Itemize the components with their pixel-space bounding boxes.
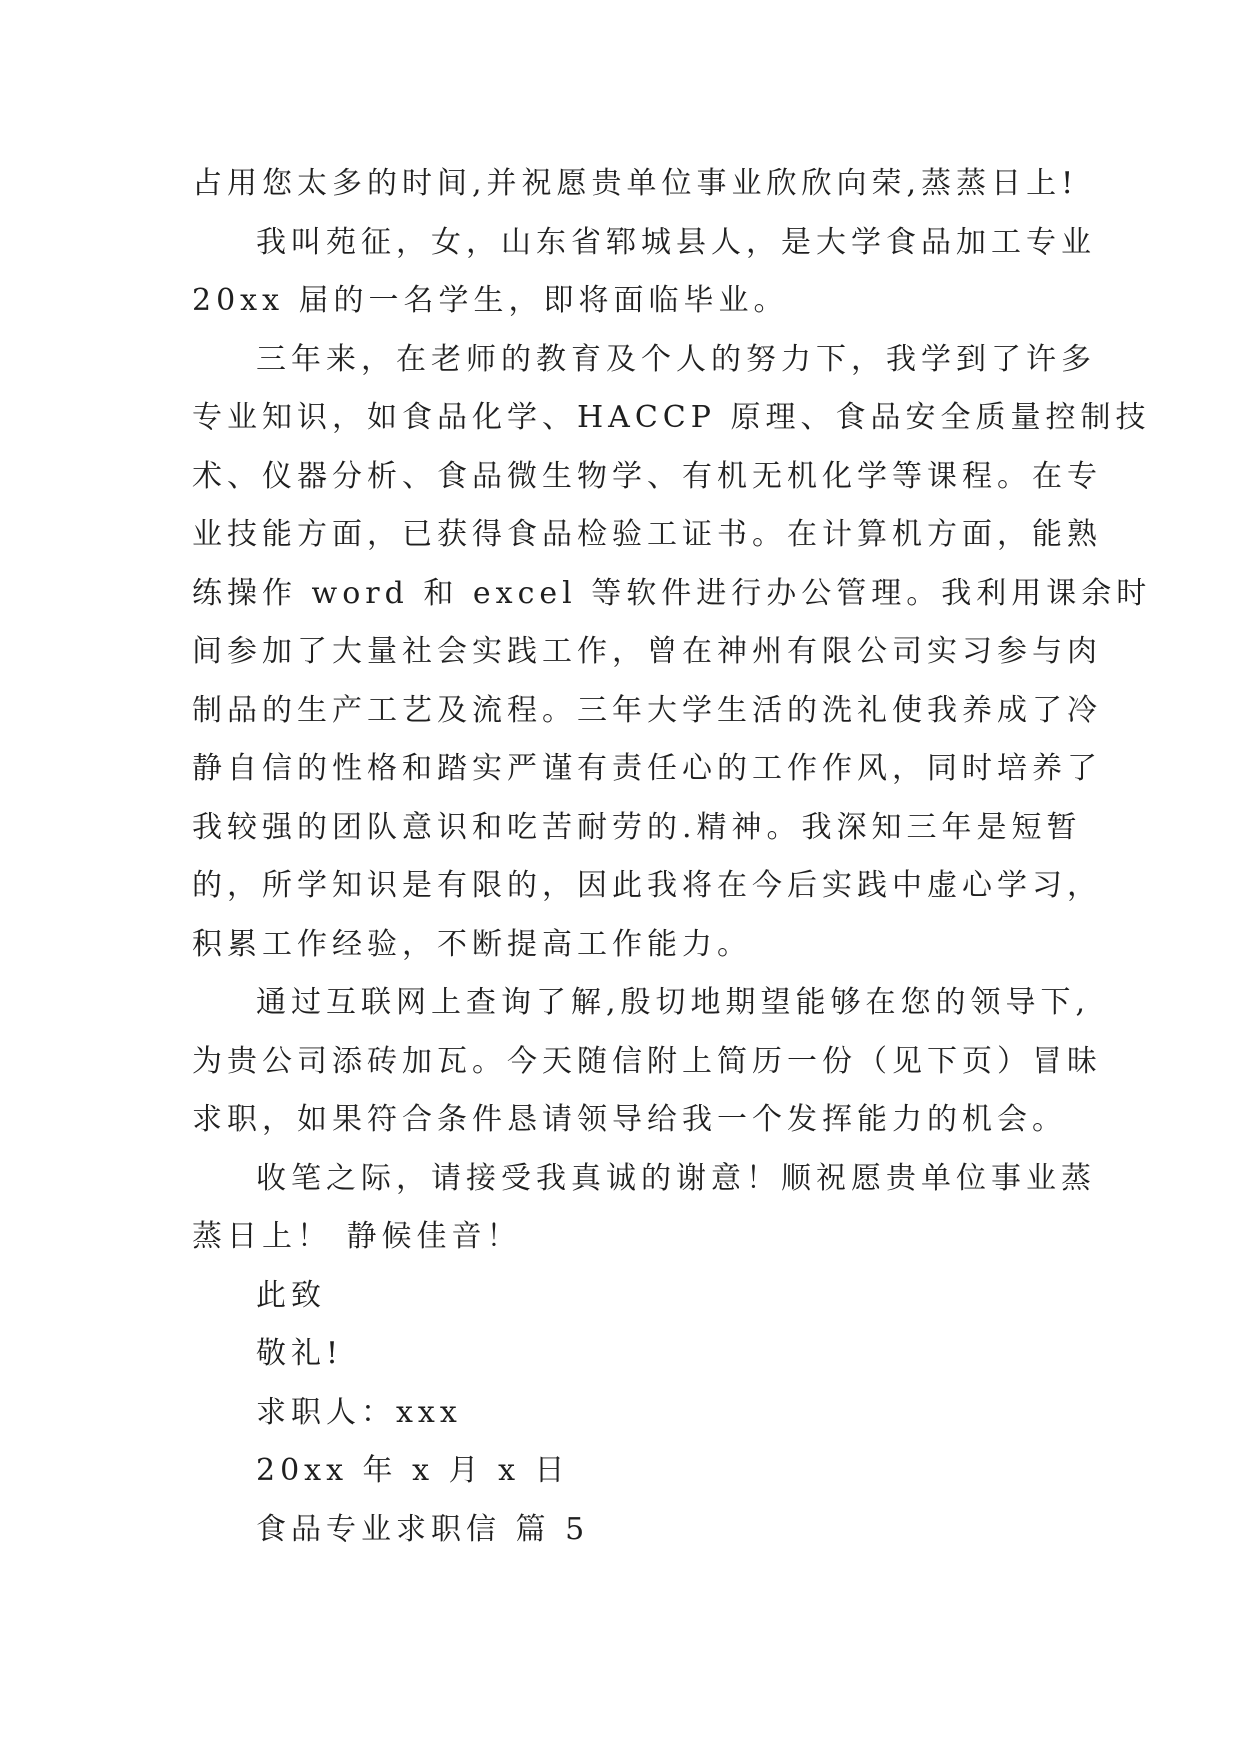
study-paragraph-line: 静自信的性格和踏实严谨有责任心的工作作风，同时培养了 xyxy=(192,751,1102,786)
study-paragraph-line: 我较强的团队意识和吃苦耐劳的.精神。我深知三年是短暂 xyxy=(192,809,1082,845)
application-paragraph-line: 求职，如果符合条件恳请领导给我一个发挥能力的机会。 xyxy=(192,1102,1067,1137)
study-paragraph-line: 间参加了大量社会实践工作，曾在神州有限公司实习参与肉 xyxy=(192,634,1102,669)
study-paragraph-line: 积累工作经验，不断提高工作能力。 xyxy=(192,926,752,962)
study-paragraph-line: 专业知识，如食品化学、HACCP 原理、食品安全质量控制技 xyxy=(192,400,1151,435)
application-paragraph-line: 为贵公司添砖加瓦。今天随信附上简历一份（见下页）冒昧 xyxy=(192,1043,1102,1079)
study-paragraph-line: 术、仪器分析、食品微生物学、有机无机化学等课程。在专 xyxy=(192,458,1102,494)
thanks-paragraph-line: 收笔之际，请接受我真诚的谢意！顺祝愿贵单位事业蒸 xyxy=(256,1160,1096,1196)
study-paragraph-line: 业技能方面，已获得食品检验工证书。在计算机方面，能熟 xyxy=(192,517,1102,552)
regards-line: 敬礼! xyxy=(256,1336,344,1371)
study-paragraph-line: 的，所学知识是有限的，因此我将在今后实践中虚心学习， xyxy=(192,868,1102,903)
letter-body xyxy=(192,155,1152,1559)
intro-paragraph-line: 我叫苑征，女，山东省郓城县人，是大学食品加工专业 xyxy=(256,224,1096,260)
application-paragraph-line: 通过互联网上查询了解,殷切地期望能够在您的领导下, xyxy=(256,985,1091,1020)
applicant-line: 求职人：xxx xyxy=(256,1394,462,1430)
date-line: 20xx 年 x 月 x 日 xyxy=(256,1453,570,1488)
study-paragraph-line: 练操作 word 和 excel 等软件进行办公管理。我利用课余时 xyxy=(192,575,1152,611)
study-paragraph-line: 三年来，在老师的教育及个人的努力下，我学到了许多 xyxy=(256,341,1096,377)
salutation-line: 此致 xyxy=(256,1277,326,1313)
thanks-paragraph-line: 蒸日上！ 静候佳音！ xyxy=(192,1219,522,1254)
study-paragraph-line: 制品的生产工艺及流程。三年大学生活的洗礼使我养成了冷 xyxy=(192,692,1102,728)
section-heading: 食品专业求职信 篇 5 xyxy=(256,1511,590,1547)
closing-line: 占用您太多的时间,并祝愿贵单位事业欣欣向荣,蒸蒸日上! xyxy=(192,166,1079,201)
intro-paragraph-line: 20xx 届的一名学生，即将面临毕业。 xyxy=(192,283,789,318)
